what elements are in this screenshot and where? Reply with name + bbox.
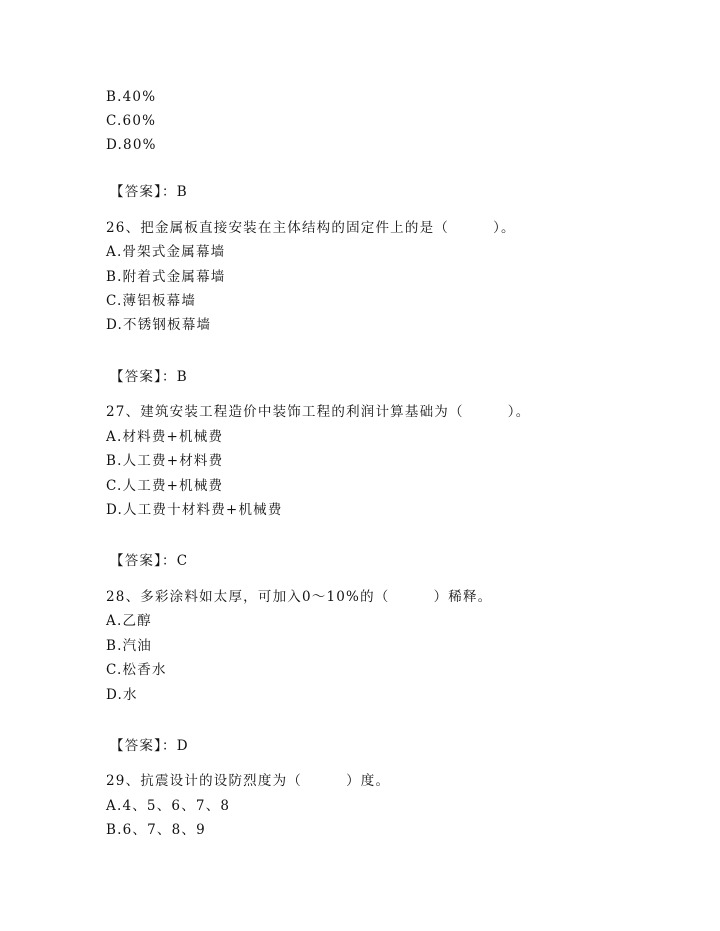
question-29: 29、抗震设计的设防烈度为（ ）度。: [106, 773, 391, 789]
option-a-text: A.乙醇: [106, 613, 152, 629]
question-28: 28、多彩涂料如太厚，可加入0～10%的（ ）稀释。: [106, 589, 493, 605]
option-c-text: C.松香水: [106, 662, 167, 678]
option-b-text: B.附着式金属幕墙: [106, 269, 226, 285]
answer-line: 【答案】：B: [110, 369, 188, 385]
option-d-text: D.水: [106, 687, 138, 703]
question-26: 26、把金属板直接安装在主体结构的固定件上的是（ ）。: [106, 220, 516, 236]
answer-line: 【答案】：D: [110, 738, 189, 754]
option-a-text: A.骨架式金属幕墙: [106, 244, 226, 260]
option-d-text: D.人工费十材料费+机械费: [106, 502, 283, 518]
option-d-text: D.不锈钢板幕墙: [106, 317, 212, 333]
option-b-text: B.6、7、8、9: [106, 822, 206, 838]
option-c-text: C.60%: [106, 113, 157, 129]
option-a-text: A.4、5、6、7、8: [106, 798, 231, 814]
option-c-text: C.人工费+机械费: [106, 478, 224, 494]
option-b-text: B.汽油: [106, 638, 153, 654]
option-a-text: A.材料费+机械费: [106, 429, 224, 445]
question-27: 27、建筑安装工程造价中装饰工程的利润计算基础为（ ）。: [106, 404, 531, 420]
answer-line: 【答案】：C: [110, 553, 189, 569]
option-b-text: B.人工费+材料费: [106, 453, 224, 469]
answer-line: 【答案】：B: [110, 184, 188, 200]
option-b-text: B.40%: [106, 89, 157, 105]
option-c-text: C.薄铝板幕墙: [106, 293, 197, 309]
option-d-text: D.80%: [106, 137, 157, 153]
